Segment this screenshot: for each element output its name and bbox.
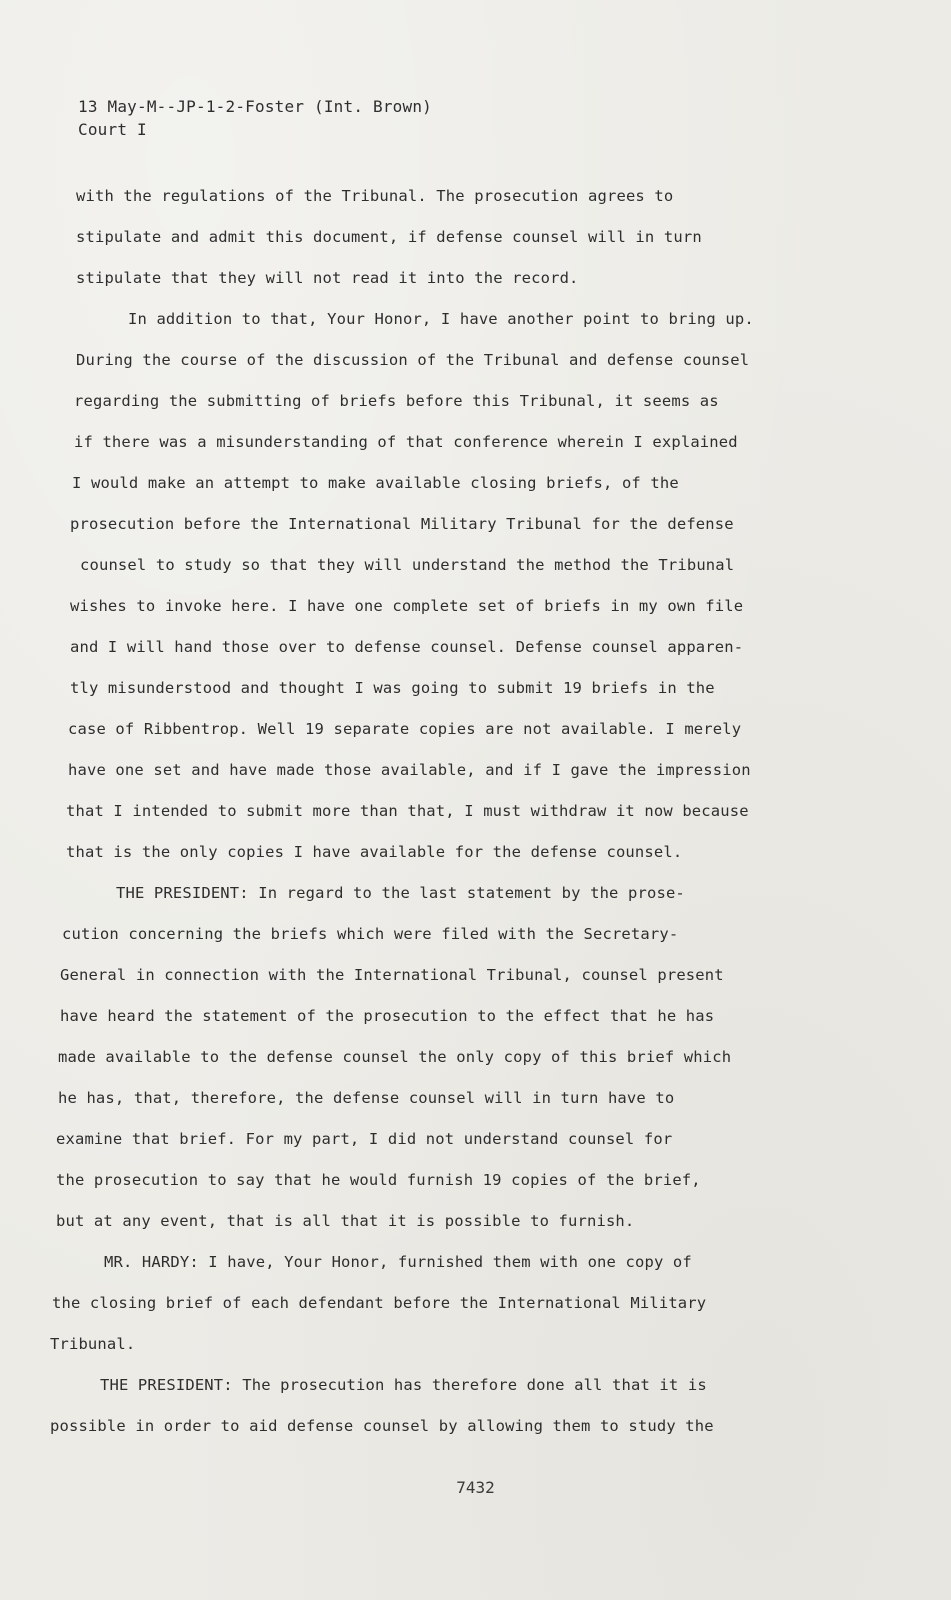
text-line: if there was a misunderstanding of that conference wherein I explained <box>74 433 738 451</box>
text-line: the closing brief of each defendant before the International Military <box>52 1294 707 1312</box>
text-line: stipulate that they will not read it into the record. <box>76 269 579 287</box>
text-line: and I will hand those over to defense counsel. Defense counsel apparen- <box>70 638 744 656</box>
header-court: Court I <box>78 120 147 139</box>
page-number: 7432 <box>456 1478 495 1497</box>
text-line: that is the only copies I have available for the defense counsel. <box>66 843 683 861</box>
text-line: examine that brief. For my part, I did not understand counsel for <box>56 1130 673 1148</box>
text-line: have one set and have made those available, and if I gave the impression <box>68 761 751 779</box>
text-line: possible in order to aid defense counsel by allowing them to study the <box>50 1417 714 1435</box>
text-line: but at any event, that is all that it is possible to furnish. <box>56 1212 635 1230</box>
document-header <box>78 95 432 141</box>
text-line: he has, that, therefore, the defense counsel will in turn have to <box>58 1089 675 1107</box>
text-line: General in connection with the International Tribunal, counsel present <box>60 966 724 984</box>
paragraph-start-line: In addition to that, Your Honor, I have another point to bring up. <box>128 310 754 328</box>
transcript-body <box>50 176 830 1447</box>
text-line: cution concerning the briefs which were filed with the Secretary- <box>62 925 679 943</box>
header-reference: 13 May-M--JP-1-2-Foster (Int. Brown) <box>78 97 432 116</box>
text-line: case of Ribbentrop. Well 19 separate copies are not available. I merely <box>68 720 742 738</box>
text-line: During the course of the discussion of the Tribunal and defense counsel <box>76 351 750 369</box>
speaker-line-president: THE PRESIDENT: In regard to the last statement by the prose- <box>116 884 685 902</box>
text-line: counsel to study so that they will understand the method the Tribunal <box>80 556 735 574</box>
text-line: I would make an attempt to make available closing briefs, of the <box>72 474 679 492</box>
text-line: prosecution before the International Military Tribunal for the defense <box>70 515 734 533</box>
speaker-line-hardy: MR. HARDY: I have, Your Honor, furnished them with one copy of <box>104 1253 692 1271</box>
speaker-line-president: THE PRESIDENT: The prosecution has therefore done all that it is <box>100 1376 707 1394</box>
text-line: the prosecution to say that he would furnish 19 copies of the brief, <box>56 1171 701 1189</box>
text-line: with the regulations of the Tribunal. The prosecution agrees to <box>76 187 674 205</box>
text-line: tly misunderstood and thought I was going to submit 19 briefs in the <box>70 679 715 697</box>
text-line: wishes to invoke here. I have one complete set of briefs in my own file <box>70 597 744 615</box>
text-line: have heard the statement of the prosecution to the effect that he has <box>60 1007 715 1025</box>
text-line: that I intended to submit more than that, I must withdraw it now because <box>66 802 749 820</box>
text-line: regarding the submitting of briefs before this Tribunal, it seems as <box>74 392 719 410</box>
text-line: Tribunal. <box>50 1335 136 1353</box>
text-line: stipulate and admit this document, if defense counsel will in turn <box>76 228 702 246</box>
text-line: made available to the defense counsel the only copy of this brief which <box>58 1048 732 1066</box>
